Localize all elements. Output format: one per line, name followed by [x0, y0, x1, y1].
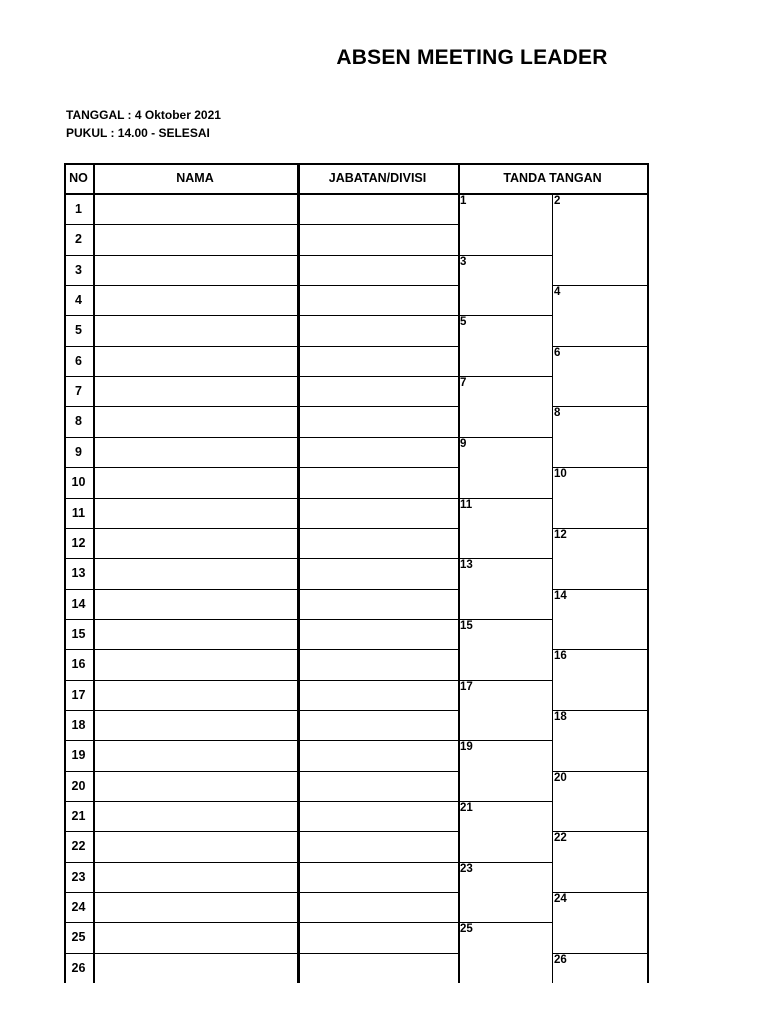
signature-slot-number: 24 [554, 893, 567, 906]
signature-slot-number: 2 [554, 195, 561, 207]
row-line [64, 589, 458, 590]
row-line [64, 224, 458, 225]
row-number: 20 [71, 778, 86, 793]
row-line [64, 680, 458, 681]
signature-left-line [458, 255, 552, 256]
signature-slot-number: 3 [460, 255, 467, 268]
row-number: 25 [71, 930, 86, 945]
meeting-date: TANGGAL : 4 Oktober 2021 [66, 108, 221, 122]
header-nama: NAMA [176, 171, 214, 185]
row-line [64, 467, 458, 468]
signature-left-line [458, 376, 552, 377]
signature-slot-number: 1 [460, 195, 467, 207]
row-number: 14 [71, 596, 86, 611]
signature-left-line [458, 437, 552, 438]
signature-right-line [552, 406, 647, 407]
table-top-border [64, 163, 649, 165]
row-line [64, 862, 458, 863]
row-line [64, 740, 458, 741]
row-line [64, 437, 458, 438]
row-line [64, 892, 458, 893]
signature-slot-number: 26 [554, 953, 567, 966]
signature-slot-number: 8 [554, 407, 561, 420]
signature-slot-number: 20 [554, 771, 567, 784]
row-line [64, 953, 458, 954]
row-number: 10 [71, 475, 86, 490]
row-line [64, 619, 458, 620]
signature-slot-number: 11 [460, 498, 473, 511]
row-number: 18 [71, 717, 86, 732]
header-no: NO [69, 171, 88, 185]
row-number: 17 [71, 687, 86, 702]
row-line [64, 831, 458, 832]
row-line [64, 376, 458, 377]
row-number: 26 [71, 960, 86, 975]
signature-slot-number: 10 [554, 468, 567, 481]
header-bottom-border [64, 193, 649, 195]
row-number: 16 [71, 657, 86, 672]
signature-left-line [458, 315, 552, 316]
signature-slot-number: 18 [554, 710, 567, 723]
row-number: 2 [75, 232, 82, 247]
signature-slot-number: 23 [460, 862, 473, 875]
signature-slot-number: 13 [460, 559, 473, 572]
signature-slot-number: 7 [460, 377, 467, 390]
row-line [64, 315, 458, 316]
row-line [64, 406, 458, 407]
row-line [64, 558, 458, 559]
document-title: ABSEN MEETING LEADER [336, 46, 608, 69]
row-line [64, 771, 458, 772]
signature-slot-number: 15 [460, 619, 473, 632]
row-number: 12 [71, 535, 86, 550]
signature-right-line [552, 346, 647, 347]
row-number: 22 [71, 839, 86, 854]
signature-slot-number: 19 [460, 741, 473, 754]
signature-slot-number: 16 [554, 650, 567, 663]
row-line [64, 528, 458, 529]
signature-slot-number: 17 [460, 680, 473, 693]
row-number: 7 [75, 384, 82, 399]
row-number: 4 [75, 293, 82, 308]
row-number: 9 [75, 444, 82, 459]
row-line [64, 285, 458, 286]
row-line [64, 346, 458, 347]
row-number: 3 [75, 262, 82, 277]
signature-slot-number: 4 [554, 286, 561, 299]
signature-slot-number: 12 [554, 528, 567, 541]
row-number: 19 [71, 748, 86, 763]
row-number: 24 [71, 900, 86, 915]
row-line [64, 922, 458, 923]
row-number: 5 [75, 323, 82, 338]
col-divider-jabatan [458, 163, 460, 983]
row-line [64, 255, 458, 256]
signature-slot-number: 14 [554, 589, 567, 602]
row-number: 21 [71, 809, 86, 823]
row-number: 15 [71, 626, 86, 641]
signature-slot-number: 21 [460, 802, 473, 814]
row-line [64, 801, 458, 802]
row-line [64, 649, 458, 650]
row-number: 6 [75, 353, 82, 368]
signature-slot-number: 5 [460, 316, 467, 329]
signature-slot-number: 9 [460, 437, 467, 450]
row-number: 11 [71, 505, 86, 520]
row-number: 1 [75, 202, 82, 216]
table-right-border [647, 163, 649, 983]
row-number: 13 [71, 566, 86, 581]
row-number: 23 [71, 869, 86, 884]
row-number: 8 [75, 414, 82, 429]
meeting-time: PUKUL : 14.00 - SELESAI [66, 126, 210, 140]
header-jabatan: JABATAN/DIVISI [328, 171, 427, 185]
signature-slot-number: 22 [554, 832, 567, 845]
signature-slot-number: 25 [460, 923, 473, 936]
row-line [64, 498, 458, 499]
signature-right-line [552, 285, 647, 286]
row-line [64, 710, 458, 711]
header-tanda-tangan: TANDA TANGAN [503, 171, 602, 185]
signature-slot-number: 6 [554, 346, 561, 359]
